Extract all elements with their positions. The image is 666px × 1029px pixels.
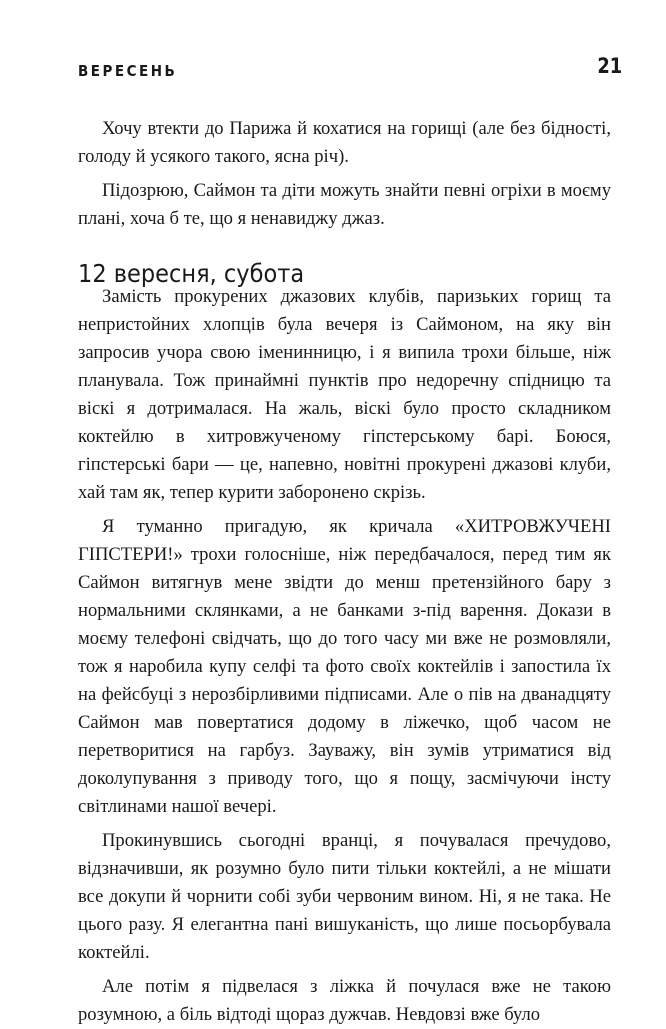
diary-entry-text xyxy=(78,283,611,1029)
paragraph: Хочу втекти до Парижа й кохатися на горищі (але без бідності, голоду й усякого такого, ясна річ). xyxy=(78,118,611,167)
paragraph: Підозрюю, Саймон та діти можуть знайти певні огріхи в моєму плані, хоча б те, що я ненавиджу джаз. xyxy=(78,180,611,229)
running-header: ВЕРЕСЕНЬ xyxy=(78,62,178,80)
intro-text xyxy=(78,115,611,233)
paragraph: Замість прокурених джазових клубів, паризьких горищ та непристойних хлопців була вечеря із Саймоном, на яку він запросив учора свою іменинницю, і я випила трохи більше, ніж планувала. Тож принаймні пунктів про недоречну спідницю та віскі я дотрималася. На жаль, віскі було просто складником коктейлю в хитровжученому гіпстерському барі. Боюся, гіпстерські бари — це, напевно, новітні прокурені джазові клуби, хай там як, тепер курити заборонено скрізь. xyxy=(78,286,611,503)
paragraph: Прокинувшись сьогодні вранці, я почувалася пречудово, відзначивши, як розумно було пити тільки коктейлі, а не мішати все докупи й чорнити собі зуби червоним вином. Ні, я не така. Не цього разу. Я елегантна пані вишуканість, що лише посьорбувала коктейлі. xyxy=(78,830,611,963)
diary-entry-heading: 12 вересня, субота xyxy=(78,258,305,288)
paragraph: Я туманно пригадую, як кричала «ХИТРОВЖУЧЕНІ ГІПСТЕРИ!» трохи голосніше, ніж передбачалося, перед тим як Саймон витягнув мене звідти до менш претензійного бару з нормальними склянками, а не банками з-під варення. Докази в моєму телефоні свідчать, що до того часу ми вже не розмовляли, тож я наробила купу селфі та фото своїх коктейлів і запостила їх на фейсбуці з нерозбірливими підписами. Але о пів на дванадцяту Саймон мав повертатися додому в ліжечко, щоб часом не перетворитися на гарбуз. Зауважу, він зумів утриматися від доколупування з приводу того, що я пощу, засмічуючи інсту світлинами нашої вечері. xyxy=(78,516,611,817)
paragraph: Але потім я підвелася з ліжка й почулася вже не такою розумною, а біль відтоді щораз дужчав. Невдовзі вже було xyxy=(78,976,611,1025)
page-number: 21 xyxy=(597,54,622,78)
